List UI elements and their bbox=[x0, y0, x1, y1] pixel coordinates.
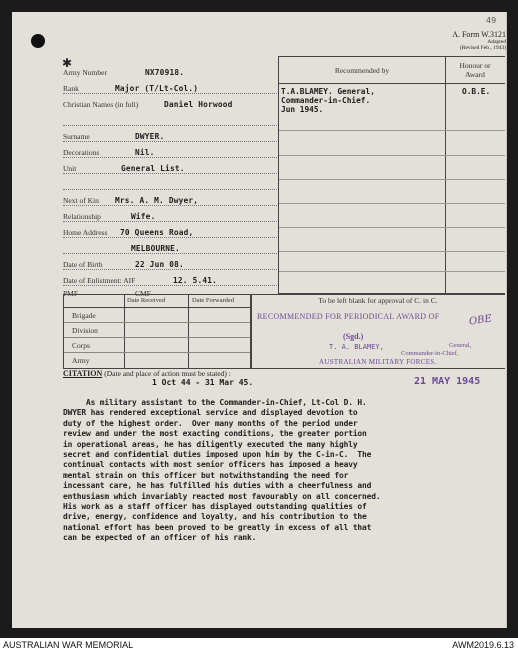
recommended-by-table bbox=[278, 56, 505, 294]
blank-line bbox=[63, 178, 277, 190]
rank-value: Major (T/Lt-Col.) bbox=[115, 84, 199, 93]
tracking-row-army: Army bbox=[72, 356, 90, 365]
citation-header bbox=[63, 369, 231, 378]
unit-row: Unit General List. bbox=[63, 162, 277, 174]
relationship-row: Relationship Wife. bbox=[63, 210, 277, 222]
army-number-value: NX70918. bbox=[145, 68, 185, 77]
citation-label: CITATION bbox=[63, 369, 103, 378]
approval-box bbox=[250, 294, 505, 369]
date-received-header: Date Received bbox=[127, 297, 166, 304]
christian-names-value: Daniel Horwood bbox=[164, 100, 233, 109]
recommended-header: Recommended by bbox=[279, 57, 445, 84]
christian-names-row: Christian Names (in full) Daniel Horwood bbox=[63, 100, 233, 109]
army-number-row: Army Number NX70918. bbox=[63, 68, 185, 77]
home-address-value: 70 Queens Road, bbox=[120, 228, 194, 237]
forces-stamp: AUSTRALIAN MILITARY FORCES. bbox=[319, 358, 437, 366]
citation-period: 1 Oct 44 - 31 Mar 45. bbox=[152, 378, 254, 387]
dob-row: Date of Birth 22 Jun 08. bbox=[63, 258, 277, 270]
form-number: A. Form W.3121 bbox=[452, 30, 506, 39]
tracking-row-division: Division bbox=[72, 326, 98, 335]
signatory-rank: General, bbox=[449, 342, 472, 349]
home-address-row: Home Address 70 Queens Road, bbox=[63, 226, 277, 238]
enlistment-value: 12. 5.41. bbox=[173, 276, 218, 285]
approval-header: To be left blank for approval of C. in C. bbox=[318, 296, 438, 305]
folio-number: 49 bbox=[486, 16, 497, 25]
received-date-stamp: 21 MAY 1945 bbox=[414, 376, 481, 387]
blank-line bbox=[63, 114, 277, 126]
sgd-label: (Sgd.) bbox=[343, 332, 364, 341]
signatory-title: Commander-in-Chief, bbox=[401, 350, 459, 357]
rank-row: Rank Major (T/Lt-Col.) bbox=[63, 82, 277, 94]
citation-hint: (Date and place of action must be stated) : bbox=[104, 369, 231, 378]
tracking-row-corps: Corps bbox=[72, 341, 90, 350]
recommended-line-1: T.A.BLAMEY. General, bbox=[281, 87, 375, 96]
decorations-row: Decorations Nil. bbox=[63, 146, 277, 158]
unit-value: General List. bbox=[121, 164, 185, 173]
footer-accession: AWM2019.6.13 bbox=[452, 640, 514, 650]
form-reference bbox=[452, 30, 506, 51]
recommended-line-2: Commander-in-Chief. bbox=[281, 96, 371, 105]
ink-mark-icon: ✱ bbox=[62, 56, 73, 70]
citation-text: As military assistant to the Commander-in-Chief, Lt-Col D. H. DWYER has rendered exceptional service and displayed devotion to duty of the highest order. Over many months of the period under review and under the most exacting conditions, the greater portion in operational areas, he has diligently executed the many highly secret and confidential duties imposed upon him by the C-in-C. The continual contacts with most senior officers has imposed a heavy mental strain on this officer but notwithstanding the need for incessant care, he has fulfilled his duties with a cheerfulness and enthusiasm which invariably reacted most favourably on all concerned. His work as a staff officer has displayed outstanding qualities of drive, energy, confidence and loyalty, and his contribution to the national effort has been proved to be greatly in excess of all that can be expected of an officer of his rank. bbox=[63, 398, 381, 543]
signatory-name: T. A. BLAMEY, bbox=[329, 343, 384, 351]
relationship-value: Wife. bbox=[131, 212, 156, 221]
home-address-row-2 bbox=[63, 242, 277, 254]
pmf-cmf-row: PMF CMF bbox=[63, 289, 151, 298]
recommended-line-3: Jun 1945. bbox=[281, 105, 324, 114]
footer-institution: AUSTRALIAN WAR MEMORIAL bbox=[3, 640, 134, 650]
enlistment-row: Date of Enlistment: AIF 12. 5.41. bbox=[63, 274, 277, 286]
honour-header: Honour or Award bbox=[445, 57, 505, 84]
next-of-kin-row: Next of Kin Mrs. A. M. Dwyer, bbox=[63, 194, 277, 206]
footer-bar bbox=[0, 638, 518, 653]
dob-value: 22 Jun 08. bbox=[135, 260, 184, 269]
surname-row: Surname DWYER. bbox=[63, 130, 277, 142]
punch-hole bbox=[31, 34, 45, 48]
surname-value: DWYER. bbox=[135, 132, 165, 141]
recommended-stamp: RECOMMENDED FOR PERIODICAL AWARD OF bbox=[257, 312, 440, 321]
form-adapted: Adapted bbox=[487, 39, 506, 45]
tracking-table bbox=[63, 294, 252, 369]
date-forwarded-header: Date Forwarded bbox=[192, 297, 235, 304]
home-address-city: MELBOURNE. bbox=[131, 244, 180, 253]
tracking-row-brigade: Brigade bbox=[72, 311, 96, 320]
handwritten-obe: OBE bbox=[468, 313, 493, 328]
form-revised: (Revised Feb., 1943) bbox=[459, 45, 506, 51]
next-of-kin-value: Mrs. A. M. Dwyer, bbox=[115, 196, 199, 205]
decorations-value: Nil. bbox=[135, 148, 155, 157]
honour-value: O.B.E. bbox=[462, 87, 491, 96]
